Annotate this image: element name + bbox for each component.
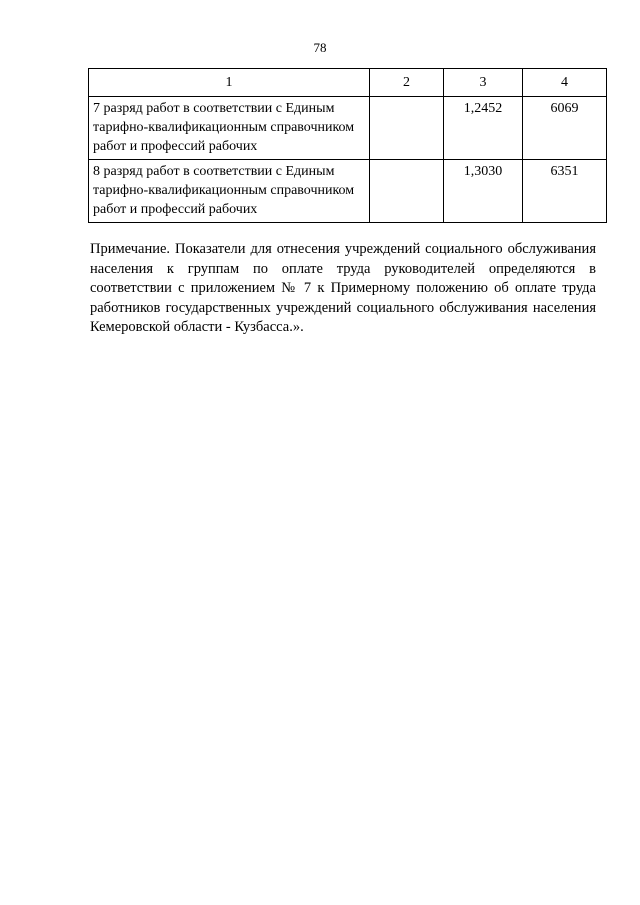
row-amount: 6069: [523, 97, 607, 160]
row-description: 7 разряд работ в соответствии с Единым тарифно-квалификационным справочником работ и профессий рабочих: [89, 97, 370, 160]
row-coefficient: 1,3030: [444, 160, 523, 223]
table-row: [89, 97, 607, 160]
row-col2: [370, 97, 444, 160]
table-row: [89, 160, 607, 223]
row-col2: [370, 160, 444, 223]
tariff-table: [88, 68, 607, 223]
column-header: 4: [523, 69, 607, 97]
row-coefficient: 1,2452: [444, 97, 523, 160]
column-header: 2: [370, 69, 444, 97]
note-paragraph: Примечание. Показатели для отнесения учреждений социального обслуживания населения к группам по оплате труда руководителей определяются в соответствии с приложением № 7 к Примерному положению об оплате труда работников государственных учреждений социального обслуживания населения Кемеровской области - Кузбасса.».: [90, 241, 596, 335]
row-description: 8 разряд работ в соответствии с Единым тарифно-квалификационным справочником работ и профессий рабочих: [89, 160, 370, 223]
table-header-row: [89, 69, 607, 97]
page-number: 78: [313, 40, 327, 55]
column-header: 1: [89, 69, 370, 97]
column-header: 3: [444, 69, 523, 97]
row-amount: 6351: [523, 160, 607, 223]
